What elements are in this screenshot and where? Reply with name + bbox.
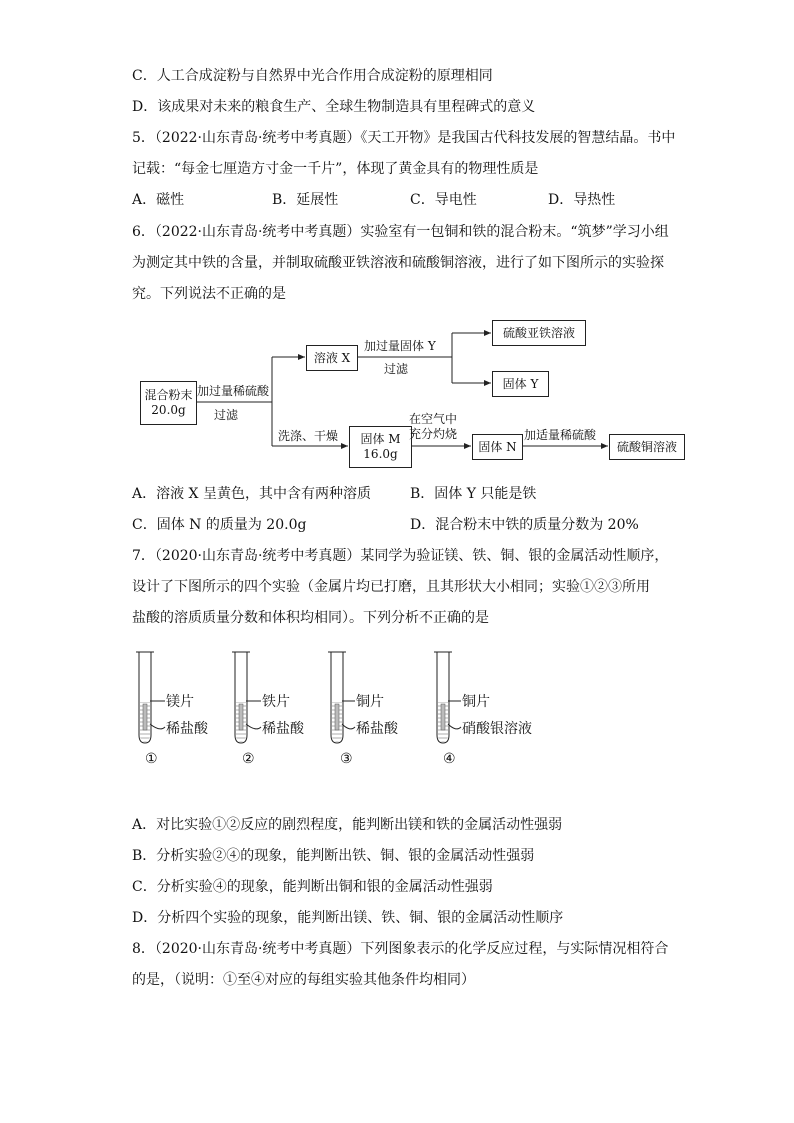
q6-option-a: A．溶液 X 呈黄色，其中含有两种溶质 [132,486,371,502]
test-tube-3 [328,652,355,743]
tube-1-number: ① [145,751,158,767]
solid-n-box: 固体 N [472,434,523,460]
q7-option-d: D．分析四个实验的现象，能判断出镁、铁、铜、银的金属活动性顺序 [132,910,564,926]
tube-1-liquid-label: 稀盐酸 [166,721,208,737]
q7-option-a: A．对比实验①②反应的剧烈程度，能判断出镁和铁的金属活动性强弱 [132,817,563,833]
q7-stem-line-2: 设计了下图所示的四个实验（金属片均已打磨，且其形状大小相同；实验①②③所用 [132,579,650,595]
q7-option-c: C．分析实验④的现象，能判断出铜和银的金属活动性强弱 [132,879,493,895]
q5-stem-line-2: 记载：“每金七厘造方寸金一千片”，体现了黄金具有的物理性质是 [132,161,539,177]
step2-label: 加过量固体 Y [364,339,436,353]
tube-1-metal-label: 镁片 [166,694,194,710]
q5-option-d: D．导热性 [548,192,616,208]
test-tube-1 [136,652,165,743]
step3-label: 加适量稀硫酸 [524,428,597,442]
tube-2-metal-label: 铁片 [262,694,290,710]
q4-option-d: D．该成果对未来的粮食生产、全球生物制造具有里程碑式的意义 [132,99,536,115]
tube-2-liquid-label: 稀盐酸 [262,721,304,737]
q5-option-a: A．磁性 [132,192,185,208]
q6-option-b: B．固体 Y 只能是铁 [410,486,537,502]
q5-stem-line-1: 5．（2022·山东青岛·统考中考真题）《天工开物》是我国古代科技发展的智慧结晶。书中 [132,130,676,146]
test-tube-4 [434,652,461,743]
step1-filter-label: 过滤 [214,408,239,422]
q7-stem-line-1: 7．（2020·山东青岛·统考中考真题）某同学为验证镁、铁、铜、银的金属活动性顺序， [132,548,669,564]
solid-m-mass: 16.0g [363,447,398,461]
wash-dry-label: 洗涤、干燥 [278,429,339,443]
q5-option-c: C．导电性 [410,192,477,208]
mix-powder-name: 混合粉末 [144,388,193,402]
feso4-solution-box: 硫酸亚铁溶液 [492,320,586,346]
q5-option-b: B．延展性 [272,192,339,208]
step1-label: 加过量稀硫酸 [197,384,270,398]
step2-filter-label: 过滤 [384,362,409,376]
solid-y-box: 固体 Y [492,371,549,397]
cuso4-solution-box: 硫酸铜溶液 [609,434,685,460]
solution-x-box: 溶液 X [306,345,358,371]
q7-option-b: B．分析实验②④的现象，能判断出铁、铜、银的金属活动性强弱 [132,848,535,864]
tube-4-liquid-label: 硝酸银溶液 [462,721,532,737]
q8-stem-line-1: 8．（2020·山东青岛·统考中考真题）下列图象表示的化学反应过程，与实际情况相符合 [132,941,669,957]
tube-4-metal-label: 铜片 [462,694,490,710]
mix-powder-mass: 20.0g [151,403,186,417]
q7-stem-line-3: 盐酸的溶质质量分数和体积均相同）。下列分析不正确的是 [132,610,489,626]
burn-label-bottom: 充分灼烧 [409,427,458,441]
test-tube-2 [232,652,261,743]
tube-3-metal-label: 铜片 [356,694,384,710]
q6-option-d: D．混合粉末中铁的质量分数为 20% [410,517,639,533]
q6-option-c: C．固体 N 的质量为 20.0g [132,517,307,533]
tube-3-number: ③ [340,751,353,767]
q6-stem-line-2: 为测定其中铁的含量，并制取硫酸亚铁溶液和硫酸铜溶液，进行了如下图所示的实验探 [132,255,664,271]
tube-3-liquid-label: 稀盐酸 [356,721,398,737]
q4-option-c: C．人工合成淀粉与自然界中光合作用合成淀粉的原理相同 [132,68,493,84]
burn-label-top: 在空气中 [409,412,458,426]
q6-stem-line-3: 究。下列说法不正确的是 [132,286,286,302]
tube-2-number: ② [242,751,255,767]
tube-4-number: ④ [443,751,456,767]
q6-stem-line-1: 6．（2022·山东青岛·统考中考真题）实验室有一包铜和铁的混合粉末。“筑梦”学习小组 [132,224,669,240]
q8-stem-line-2: 的是，（说明：①至④对应的每组实验其他条件均相同） [132,972,475,988]
solid-m-name: 固体 M [360,432,401,446]
